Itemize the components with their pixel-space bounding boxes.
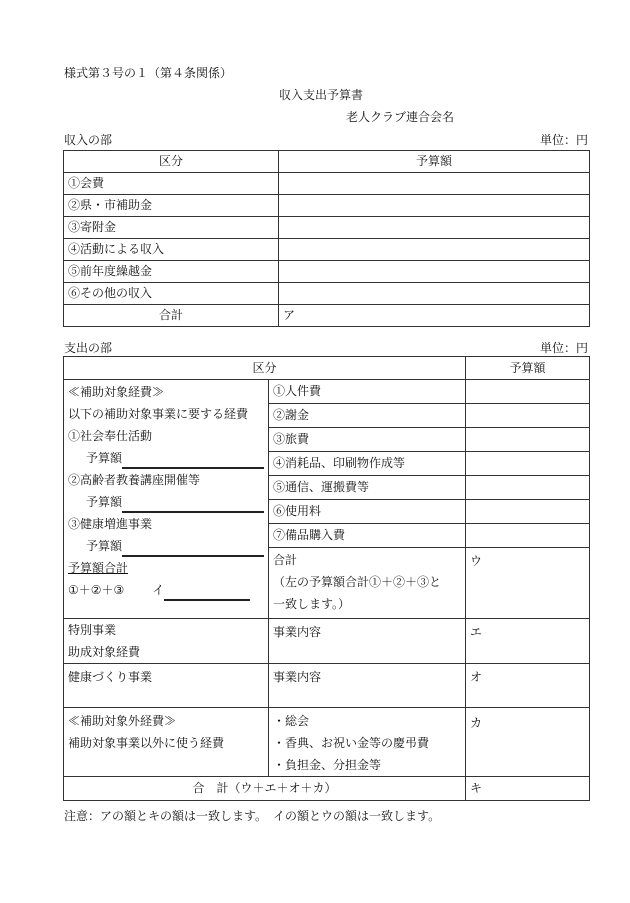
budget-total-line xyxy=(68,579,268,601)
income-row xyxy=(64,217,590,239)
income-row-amount[interactable] xyxy=(279,283,590,305)
program-1-budget-label: 予算額 xyxy=(86,451,123,465)
non-subsidy-cell xyxy=(64,708,269,777)
income-row-label: ⑥その他の収入 xyxy=(64,283,279,305)
program-3-budget xyxy=(68,535,268,557)
grand-total-mark[interactable]: キ xyxy=(466,777,590,801)
expense-item-label: ⑦備品購入費 xyxy=(269,524,466,548)
budget-total-label: 予算額合計 xyxy=(68,561,129,575)
expense-item-label: ①人件費 xyxy=(269,380,466,404)
income-row-amount[interactable] xyxy=(279,195,590,217)
program-health: ③健康増進事業 xyxy=(68,517,153,531)
health-project-content[interactable]: 事業内容 xyxy=(269,664,466,708)
subsidy-description-cell xyxy=(64,380,269,619)
income-row-label: ③寄附金 xyxy=(64,217,279,239)
income-total-label: 合計 xyxy=(64,305,279,327)
expense-table xyxy=(63,356,590,801)
income-header-amount: 予算額 xyxy=(279,151,590,173)
income-row xyxy=(64,283,590,305)
income-row-label: ②県・市補助金 xyxy=(64,195,279,217)
income-total-row xyxy=(64,305,590,327)
expense-unit-label: 単位：円 xyxy=(539,341,588,355)
program-2-budget-label: 予算額 xyxy=(86,495,123,509)
document-title: 収入支出予算書 xyxy=(279,88,364,102)
subsidy-sum-label: 合計 xyxy=(273,553,298,567)
income-row-amount[interactable] xyxy=(279,239,590,261)
income-row xyxy=(64,239,590,261)
income-row xyxy=(64,261,590,283)
budget-total-formula: ①＋②＋③ xyxy=(68,583,125,597)
program-lectures: ②高齢者教養講座開催等 xyxy=(68,473,201,487)
expense-item-amount[interactable] xyxy=(466,380,590,404)
income-row-label: ④活動による収入 xyxy=(64,239,279,261)
income-total-amount[interactable]: ア xyxy=(279,305,590,327)
income-row-amount[interactable] xyxy=(279,217,590,239)
non-subsidy-mark[interactable]: カ xyxy=(466,708,590,777)
program-3-budget-line[interactable] xyxy=(122,541,264,557)
subsidy-intro: 以下の補助対象事業に要する経費 xyxy=(68,407,249,421)
program-1-budget-line[interactable] xyxy=(122,453,264,469)
form-number: 様式第３号の１（第４条関係） xyxy=(64,66,233,80)
non-subsidy-item: ・負担金、分担金等 xyxy=(273,758,382,772)
expense-item-label: ④消耗品、印刷物作成等 xyxy=(269,452,466,476)
subsidy-sum-cell xyxy=(269,548,466,619)
income-row-label: ⑤前年度繰越金 xyxy=(64,261,279,283)
expense-item-label: ③旅費 xyxy=(269,428,466,452)
non-subsidy-item: ・香典、お祝い金等の慶弔費 xyxy=(273,736,430,750)
income-header-row xyxy=(64,151,590,173)
expense-item-amount[interactable] xyxy=(466,452,590,476)
program-3-budget-label: 予算額 xyxy=(86,539,123,553)
non-subsidy-desc: 補助対象事業以外に使う経費 xyxy=(68,736,225,750)
expense-item-label: ⑤通信、運搬費等 xyxy=(269,476,466,500)
income-row-label: ①会費 xyxy=(64,173,279,195)
special-project-cell xyxy=(64,619,269,664)
special-project-label: 特別事業 xyxy=(68,623,117,637)
income-unit-label: 単位：円 xyxy=(539,133,588,147)
expense-item-amount[interactable] xyxy=(466,428,590,452)
expense-item-amount[interactable] xyxy=(466,404,590,428)
health-project-label: 健康づくり事業 xyxy=(64,664,269,708)
note: 注意：アの額とキの額は一致します。 イの額とウの額は一致します。 xyxy=(64,809,441,823)
income-row-amount[interactable] xyxy=(279,261,590,283)
expense-section-label: 支出の部 xyxy=(64,341,113,355)
income-table xyxy=(63,150,590,327)
subsidy-item-row xyxy=(64,380,590,404)
income-header-category: 区分 xyxy=(64,151,279,173)
subsidy-title: ≪補助対象経費≫ xyxy=(68,385,165,399)
special-project-row xyxy=(64,619,590,664)
special-project-sub-label: 助成対象経費 xyxy=(68,645,141,659)
expense-item-amount[interactable] xyxy=(466,500,590,524)
budget-total-mark: イ xyxy=(152,583,165,597)
health-project-mark[interactable]: オ xyxy=(466,664,590,708)
non-subsidy-item: ・総会 xyxy=(273,714,310,728)
income-section-label: 収入の部 xyxy=(64,133,113,147)
special-project-mark[interactable]: エ xyxy=(466,619,590,664)
grand-total-row xyxy=(64,777,590,801)
non-subsidy-row xyxy=(64,708,590,777)
income-row xyxy=(64,173,590,195)
health-project-row xyxy=(64,664,590,708)
special-project-content[interactable]: 事業内容 xyxy=(269,619,466,664)
organization-name-label: 老人クラブ連合会名 xyxy=(346,110,455,124)
expense-item-label: ⑥使用料 xyxy=(269,500,466,524)
income-row xyxy=(64,195,590,217)
grand-total-label: 合 計（ウ＋エ＋オ＋カ） xyxy=(64,777,466,801)
subsidy-sum-note-2: 一致します。） xyxy=(273,597,351,611)
non-subsidy-items-cell xyxy=(269,708,466,777)
program-social-service: ①社会奉仕活動 xyxy=(68,429,153,443)
program-2-budget-line[interactable] xyxy=(122,497,264,513)
non-subsidy-title: ≪補助対象外経費≫ xyxy=(68,714,177,728)
subsidy-sum-mark[interactable]: ウ xyxy=(466,548,590,619)
expense-item-label: ②謝金 xyxy=(269,404,466,428)
expense-header-category: 区分 xyxy=(64,357,466,380)
expense-header-row xyxy=(64,357,590,380)
expense-item-amount[interactable] xyxy=(466,476,590,500)
expense-item-amount[interactable] xyxy=(466,524,590,548)
expense-header-amount: 予算額 xyxy=(466,357,590,380)
income-row-amount[interactable] xyxy=(279,173,590,195)
program-1-budget xyxy=(68,447,268,469)
subsidy-sum-note-1: （左の予算額合計①＋②＋③と xyxy=(273,575,442,589)
program-2-budget xyxy=(68,491,268,513)
budget-total-blank[interactable] xyxy=(164,585,250,601)
